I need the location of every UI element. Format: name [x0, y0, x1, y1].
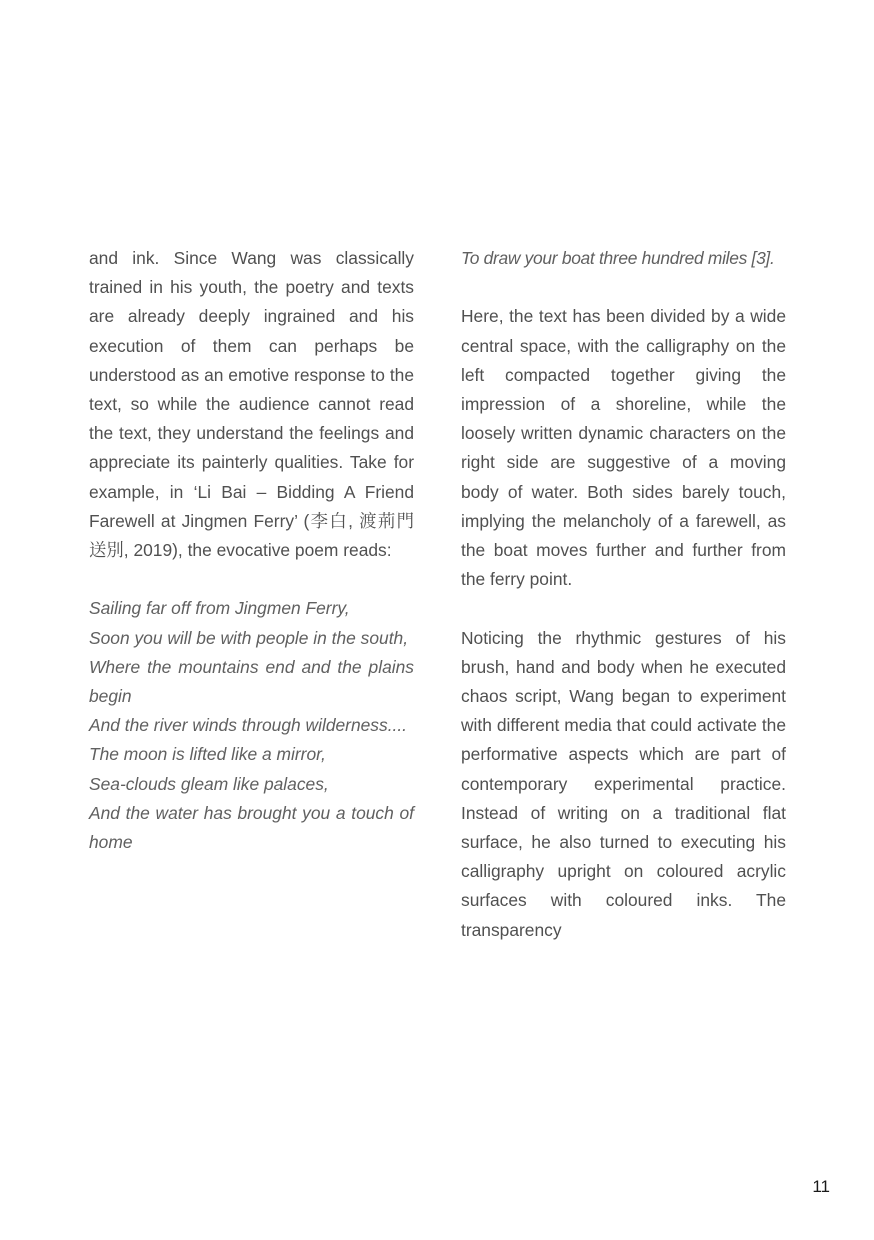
poem-block [89, 594, 414, 857]
poem-line: The moon is lifted like a mirror, [89, 744, 326, 765]
poem-line: Sea-clouds gleam like palaces, [89, 773, 329, 794]
poem-line: And the river winds through wilderness.... [89, 715, 408, 736]
right-paragraph-1: Here, the text has been divided by a wide central space, with the calligraphy on the left compacted together giving the impression of a shoreline, while the loosely written dynamic characters on the right side are suggestive of a moving body of water. Both sides barely touch, implying the melancholy of a farewell, as the boat moves further and further from the ferry point. [461, 306, 786, 590]
paragraph-gap [461, 594, 786, 623]
poem-line: Where the mountains end and the plains begin [89, 656, 414, 707]
paragraph-gap [89, 565, 414, 594]
right-paragraph-2: Noticing the rhythmic gestures of his brush, hand and body when he executed chaos script, Wang began to experiment with different media that could activate the performative aspects which are part of contemporary experimental practice. Instead of writing on a traditional flat surface, he also turned to executing his calligraphy upright on coloured acrylic surfaces with coloured inks. The transparency [461, 627, 786, 940]
poem-closing-line: To draw your boat three hundred miles [3]. [461, 248, 775, 268]
page-number: 11 [812, 1177, 830, 1196]
poem-line: And the water has brought you a touch of home [89, 802, 414, 853]
left-body-paragraph: and ink. Since Wang was classically trained in his youth, the poetry and texts are already deeply ingrained and his execution of them can perhaps be understood as an emotive response to the text, so while the audience cannot read the text, they understand the feelings and appreciate its painterly qualities. Take for example, in ‘Li Bai – Bidding A Friend Farewell at Jingmen Ferry’ (李白, 渡荊門送別, 2019), the evocative poem reads: [89, 248, 414, 561]
poem-line: Sailing far off from Jingmen Ferry, [89, 598, 350, 619]
right-column [461, 244, 786, 945]
poem-line: Soon you will be with people in the south, [89, 627, 409, 648]
paragraph-gap [461, 273, 786, 302]
left-column [89, 244, 414, 857]
